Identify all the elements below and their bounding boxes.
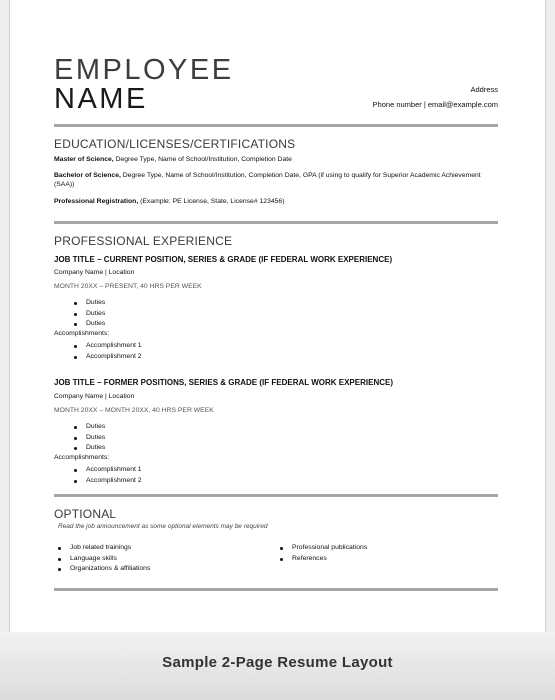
list-item: Duties <box>74 443 105 454</box>
duties-list <box>74 422 105 454</box>
divider <box>54 494 498 497</box>
company-location: Company Name | Location <box>54 393 135 400</box>
list-item: Accomplishment 2 <box>74 476 142 487</box>
divider <box>54 588 498 591</box>
list-item: Duties <box>74 422 105 433</box>
list-item: Duties <box>74 298 105 309</box>
job-dates: MONTH 20XX – PRESENT, 40 HRS PER WEEK <box>54 283 202 290</box>
accomplishments-list <box>74 465 142 486</box>
contact-info: Phone number | email@example.com <box>372 100 498 109</box>
name-line-1: EMPLOYEE <box>54 54 234 86</box>
list-item: Duties <box>74 433 105 444</box>
duties-list <box>74 298 105 330</box>
accomplishments-label: Accomplishments: <box>54 330 110 337</box>
optional-list-2 <box>280 543 367 564</box>
company-location: Company Name | Location <box>54 269 135 276</box>
accomplishments-label: Accomplishments: <box>54 454 110 461</box>
education-item: Professional Registration, (Example: PE License, State, License# 123456) <box>54 198 285 205</box>
divider <box>54 221 498 224</box>
experience-title: PROFESSIONAL EXPERIENCE <box>54 234 233 248</box>
list-item: Accomplishment 2 <box>74 352 142 363</box>
list-item: References <box>280 554 367 565</box>
list-item: Job related trainings <box>58 543 150 554</box>
education-item: Master of Science, Degree Type, Name of School/Institution, Completion Date <box>54 156 292 163</box>
divider <box>54 124 498 127</box>
education-item: Bachelor of Science, Degree Type, Name of School/Institution, Completion Date, GPA (if using to qualify for Superior Academic Achievement (SAA)) <box>54 172 481 188</box>
name-line-2: NAME <box>54 83 148 115</box>
list-item: Accomplishment 1 <box>74 341 142 352</box>
list-item: Accomplishment 1 <box>74 465 142 476</box>
list-item: Professional publications <box>280 543 367 554</box>
job-title: JOB TITLE – FORMER POSITIONS, SERIES & GRADE (IF FEDERAL WORK EXPERIENCE) <box>54 378 393 387</box>
list-item: Language skills <box>58 554 150 565</box>
address: Address <box>470 85 498 94</box>
accomplishments-list <box>74 341 142 362</box>
job-title: JOB TITLE – CURRENT POSITION, SERIES & GRADE (IF FEDERAL WORK EXPERIENCE) <box>54 255 393 264</box>
list-item: Organizations & affiliations <box>58 564 150 575</box>
optional-note: Read the job announcement as some optional elements may be required <box>58 523 268 530</box>
list-item: Duties <box>74 319 105 330</box>
optional-title: OPTIONAL <box>54 507 117 521</box>
education-title: EDUCATION/LICENSES/CERTIFICATIONS <box>54 137 296 151</box>
caption: Sample 2-Page Resume Layout <box>162 654 393 671</box>
job-dates: MONTH 20XX – MONTH 20XX, 40 HRS PER WEEK <box>54 407 214 414</box>
list-item: Duties <box>74 309 105 320</box>
optional-list-1 <box>58 543 150 575</box>
